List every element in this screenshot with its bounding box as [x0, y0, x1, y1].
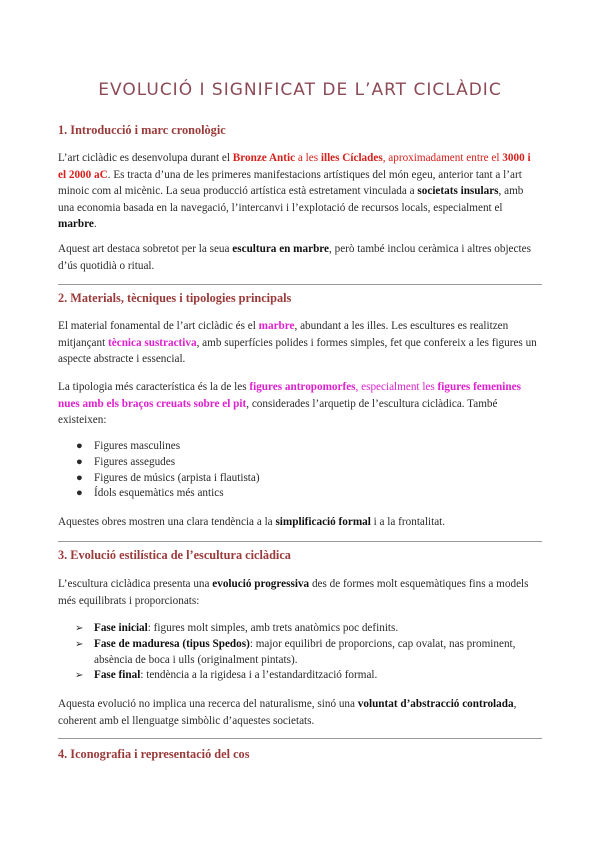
divider — [58, 284, 542, 285]
section-2-paragraph-1: El material fonamental de l’art ciclàdic és el marbre, abundant a les illes. Les escultures es realitzen mitjançant tècnica sustractiva, amb superfícies polides i formes simples, fet que confereix a les figures un aspecte abstracte i essencial. — [58, 320, 537, 366]
arrow-bullet-icon: ➢ — [75, 638, 84, 650]
divider — [58, 738, 542, 739]
section-1-heading: 1. Introducció i marc cronològic — [58, 123, 226, 137]
bullet-icon: ● — [76, 440, 83, 452]
section-2-paragraph-3: Aquestes obres mostren una clara tendència a la simplificació formal i a la frontalitat. — [58, 516, 446, 528]
list-item: ➢ Fase inicial: figures molt simples, amb trets anatòmics poc definits. — [58, 621, 542, 637]
list-item: ● Figures assegudes — [58, 455, 542, 471]
section-3-paragraph-2: Aquesta evolució no implica una recerca del naturalisme, sinó una voluntat d’abstracció controlada, coherent amb el llenguatge simbòlic d’aquestes societats. — [58, 698, 517, 727]
section-4-heading: 4. Iconografia i representació del cos — [58, 747, 250, 761]
list-item: ● Figures de músics (arpista i flautista) — [58, 471, 542, 487]
bullet-icon: ● — [76, 471, 83, 484]
section-3-heading: 3. Evolució estilística de l’escultura ciclàdica — [58, 548, 291, 562]
list-item: ➢ Fase final: tendència a la rigidesa i a l’estandardització formal. — [58, 668, 542, 684]
section-2-heading: 2. Materials, tècniques i tipologies principals — [58, 291, 292, 305]
list-item: ● Ídols esquemàtics més antics — [58, 486, 542, 502]
list-item: ➢ Fase de maduresa (tipus Spedos): major equilibri de proporcions, cap ovalat, nas prominent, absència de boca i ulls (originalment pintats). — [75, 637, 516, 666]
list-item: ● Figures masculines — [58, 439, 542, 455]
section-3-paragraph-1: L’escultura ciclàdica presenta una evolució progressiva des de formes molt esquemàtiques fins a models més equilibrats i proporcionats: — [58, 578, 529, 607]
bullet-icon: ● — [76, 455, 83, 468]
divider — [58, 541, 542, 542]
section-2-paragraph-2: La tipologia més característica és la de les figures antropomorfes, especialment les figures femenines nues amb els braços creuats sobre el pit, considerades l’arquetip de l’escultura ciclàdica. També existeixen: — [58, 381, 521, 427]
phases-list — [58, 621, 542, 684]
document-title: EVOLUCIÓ I SIGNIFICAT DE L’ART CICLÀDIC — [98, 80, 502, 100]
typology-list — [58, 439, 542, 502]
arrow-bullet-icon: ➢ — [75, 670, 84, 682]
bullet-icon: ● — [76, 487, 83, 500]
arrow-bullet-icon: ➢ — [75, 623, 84, 634]
section-1-paragraph-1: L’art ciclàdic es desenvolupa durant el Bronze Antic a les illes Cíclades, aproximadament entre el 3000 i el 2000 aC. Es tracta d’una de les primeres manifestacions artístiques del món egeu, anterior tant a l’art minoic com al micènic. La seua producció artística està estretament vinculada a societats insulars, amb una economia basada en la navegació, l’intercanvi i l’explotació de recursos locals, especialment el marbre. — [58, 152, 531, 231]
section-1-paragraph-2: Aquest art destaca sobretot per la seua escultura en marbre, però també inclou ceràmica i altres objectes d’ús quotidià o ritual. — [58, 243, 531, 272]
